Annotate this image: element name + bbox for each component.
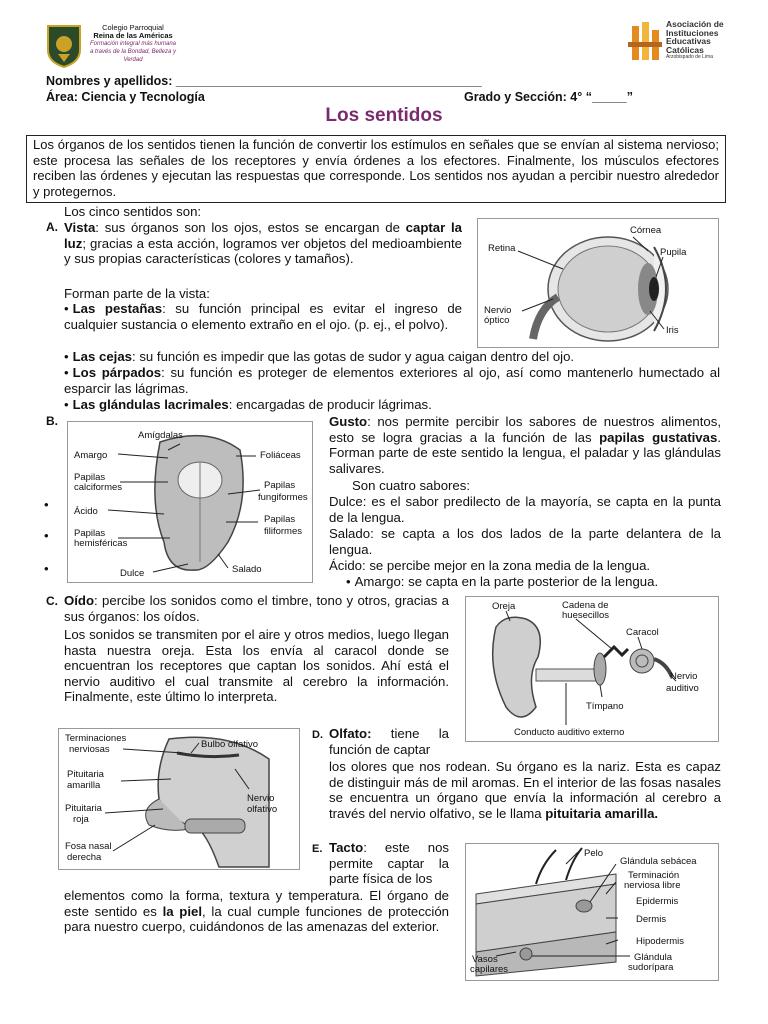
fig-label: Nervio	[247, 793, 275, 804]
fig-label: Retina	[488, 243, 516, 254]
taste-amargo: Amargo: se capta en la parte posterior de la lengua.	[354, 574, 659, 589]
fig-label: Pituitaria	[65, 803, 102, 814]
oido-name: Oído	[64, 593, 95, 608]
nose-diagram	[58, 728, 300, 870]
fig-label: huesecillos	[562, 610, 609, 621]
school-motto: Formación integral más humana	[89, 41, 177, 47]
school-name: Colegio Parroquial	[102, 23, 164, 32]
school-logo	[46, 24, 82, 68]
fig-label: Papilas	[74, 528, 106, 539]
fig-label: Córnea	[630, 225, 662, 236]
gusto-paragraph	[329, 414, 721, 476]
tacto-text: : este nos permite captar la parte física de los	[329, 840, 449, 887]
five-senses-intro: Los cinco sentidos son:	[64, 204, 202, 219]
fig-label: derecha	[67, 852, 102, 863]
fig-label: Foliáceas	[260, 450, 301, 461]
fig-label: Pelo	[584, 848, 604, 859]
fig-label: Papilas	[264, 480, 296, 491]
fig-label: Papilas	[264, 514, 296, 525]
fig-label: Salado	[232, 564, 262, 575]
assoc-name-block	[666, 20, 746, 60]
list-item	[64, 301, 462, 332]
fig-label: Tímpano	[586, 701, 624, 712]
fig-label: Pituitaria	[67, 769, 104, 780]
fig-label: calciformes	[74, 482, 123, 493]
fig-label: Glándula	[634, 952, 673, 963]
item-text: : su función es impedir que las gotas de sudor y agua caigan dentro del ojo.	[132, 349, 575, 364]
fig-label: hemisféricas	[74, 538, 128, 549]
oido-paragraph	[64, 593, 449, 624]
fig-label: Vasos	[472, 954, 498, 965]
vista-letter: A.	[46, 220, 58, 234]
list-item	[346, 574, 658, 590]
tongue-diagram	[67, 421, 313, 583]
page-title: Los sentidos	[325, 105, 443, 126]
skin-diagram	[465, 843, 719, 981]
fig-label: Oreja	[492, 601, 516, 612]
fig-label: capilares	[470, 964, 509, 975]
fig-label: Dermis	[636, 914, 667, 925]
gusto-text-2: . Forman parte de este sentido la lengua, el paladar y las glándulas salivares.	[329, 429, 721, 476]
olfato-letter: D.	[312, 729, 323, 741]
fig-label: Terminaciones	[65, 733, 127, 744]
olfato-bold: pituitaria amarilla.	[545, 805, 659, 821]
fig-label: Epidermis	[636, 896, 679, 907]
item-name: Las pestañas	[72, 301, 163, 316]
fig-label: Amígdalas	[138, 430, 183, 441]
fig-label: sudorípara	[628, 962, 674, 973]
fig-label: Caracol	[626, 627, 659, 638]
fig-label: Dulce	[120, 568, 145, 579]
assoc-line: Educativas	[666, 36, 711, 47]
fig-label: Bulbo olfativo	[201, 739, 259, 750]
oido-letter: C.	[46, 594, 58, 608]
assoc-logo	[628, 20, 662, 64]
oido-text: : percibe los sonidos como el timbre, tono y otros, gracias a sus órganos: los oídos.	[64, 593, 449, 624]
list-item	[64, 365, 720, 396]
fig-label: amarilla	[67, 780, 101, 791]
gusto-letter: B.	[46, 414, 58, 428]
tacto-paragraph-2	[64, 888, 449, 935]
gusto-name: Gusto	[329, 414, 368, 429]
grade-label: Grado y Sección: 4° “_____”	[464, 90, 633, 104]
tacto-bold: la piel	[162, 903, 203, 919]
taste-dulce: Dulce: es el sabor predilecto de la mayoría, se capta en la punta de la lengua.	[329, 494, 721, 525]
item-text: : su función es proteger de elementos exteriores al ojo, así como mantenerlo humectado al esparcir las lágrimas.	[64, 365, 720, 396]
fig-label: Glándula sebácea	[620, 856, 697, 867]
fig-label: óptico	[484, 315, 510, 326]
item-text: : encargadas de producir lágrimas.	[228, 397, 432, 412]
bullet-dot: •	[44, 528, 49, 543]
fig-label: roja	[73, 814, 89, 825]
gusto-text: : nos permite percibir los sabores de nuestros alimentos, esto se logra gracias a la función de las	[329, 414, 721, 445]
fig-label: auditivo	[666, 683, 699, 694]
school-subname: Reina de las Américas	[93, 31, 173, 40]
olfato-name: Olfato:	[329, 726, 372, 741]
olfato-text-2: los olores que nos rodean. Su órgano es la nariz. Esta es capaz de distinguir más de mil aromas. En el interior de las fosas nasales se encuentra un órgano que envía la información al cerebro a través del nervio olfativo, se le llama	[329, 759, 721, 821]
school-name-block	[88, 24, 178, 64]
vista-paragraph	[64, 220, 462, 267]
fig-label: Iris	[666, 325, 679, 336]
fig-label: Amargo	[74, 450, 108, 461]
fig-label: Nervio	[670, 671, 698, 682]
fig-label: Nervio	[484, 305, 512, 316]
fig-label: Cadena de	[562, 600, 609, 611]
fig-label: Ácido	[74, 506, 98, 517]
tacto-name: Tacto	[329, 840, 364, 855]
tacto-paragraph	[329, 840, 449, 887]
school-motto-2: a través de la Bondad, Belleza y Verdad	[89, 49, 177, 63]
list-item	[64, 349, 724, 365]
assoc-line: Católicas	[666, 44, 704, 55]
gusto-bold: papilas gustativas	[599, 429, 718, 445]
tacto-text-3: , la cual cumple funciones de protección para nuestro cuerpo, cuidándonos de las amenazas del exterior.	[64, 903, 449, 935]
fig-label: Conducto auditivo externo	[514, 727, 625, 738]
assoc-line: Arzobispado de Lima	[666, 54, 713, 61]
tacto-text-2: elementos como la forma, textura y temperatura. El órgano de este sentido es	[64, 888, 449, 919]
name-field-label: Nombres y apellidos: ____________________________________________	[46, 74, 482, 88]
intro-paragraph: Los órganos de los sentidos tienen la función de convertir los estímulos en señales que se envían al sistema nervioso; este procesa las señales de los receptores y envía órdenes a los efectores. Finalmente, los músculos efectores reciben las órdenes y ejecutan las respuestas que corresponde. Los sentidos nos ayudan a percibir nuestro alrededor y protegernos.	[26, 135, 726, 203]
item-name: Las cejas	[72, 349, 133, 364]
taste-salado: Salado: se capta a los dos lados de la parte delantera de la lengua.	[329, 526, 721, 557]
bullet-dot: •	[44, 561, 49, 576]
fig-label: Hipodermis	[636, 936, 685, 947]
item-name: Las glándulas lacrimales	[72, 397, 229, 412]
item-name: Los párpados	[72, 365, 162, 380]
item-text: : su función principal es evitar el ingreso de cualquier sustancia o elemento extraño en el ojo. (p. ej., el polvo).	[64, 301, 463, 332]
fig-label: filiformes	[264, 526, 303, 537]
olfato-paragraph-2	[329, 759, 721, 821]
area-label: Área: Ciencia y Tecnología	[46, 90, 205, 104]
vista-text: : sus órganos son los ojos, estos se encargan de	[95, 220, 406, 235]
assoc-line: Instituciones	[666, 27, 719, 38]
fig-label: nerviosa libre	[624, 880, 681, 891]
olfato-text: tiene la función de captar	[329, 726, 449, 757]
fig-label: Fosa nasal	[65, 841, 112, 852]
fig-label: nerviosas	[69, 744, 110, 755]
fig-label: Papilas	[74, 472, 106, 483]
eye-diagram	[477, 218, 719, 348]
vista-bold: captar la luz	[64, 220, 462, 251]
bullet-dot: •	[44, 497, 49, 512]
tacto-letter: E.	[312, 843, 323, 855]
list-item	[64, 397, 724, 413]
fig-label: olfativo	[247, 804, 278, 815]
fig-label: Terminación	[628, 870, 680, 881]
gusto-cuatro: Son cuatro sabores:	[352, 478, 471, 493]
fig-label: fungiformes	[258, 492, 308, 503]
taste-acido: Ácido: se percibe mejor en la zona media de la lengua.	[329, 558, 651, 573]
olfato-paragraph	[329, 726, 449, 757]
fig-label: Pupila	[660, 247, 687, 258]
vista-forman: Forman parte de la vista:	[64, 286, 210, 301]
ear-diagram	[465, 596, 719, 742]
vista-text-2: ; gracias a esta acción, logramos ver objetos del medioambiente y sus propias características (colores y tamaños).	[64, 235, 462, 267]
vista-name: Vista	[64, 220, 96, 235]
assoc-line: Asociación de	[666, 19, 724, 29]
oido-paragraph-2: Los sonidos se transmiten por el aire y otros medios, luego llegan hasta nuestra oreja. Esta los envía al caracol donde se encuentran los receptores que captan los sonidos. Ahí está el nervio auditivo el cual transmite al cerebro la información. Finalmente, este último lo interpreta.	[64, 627, 449, 705]
